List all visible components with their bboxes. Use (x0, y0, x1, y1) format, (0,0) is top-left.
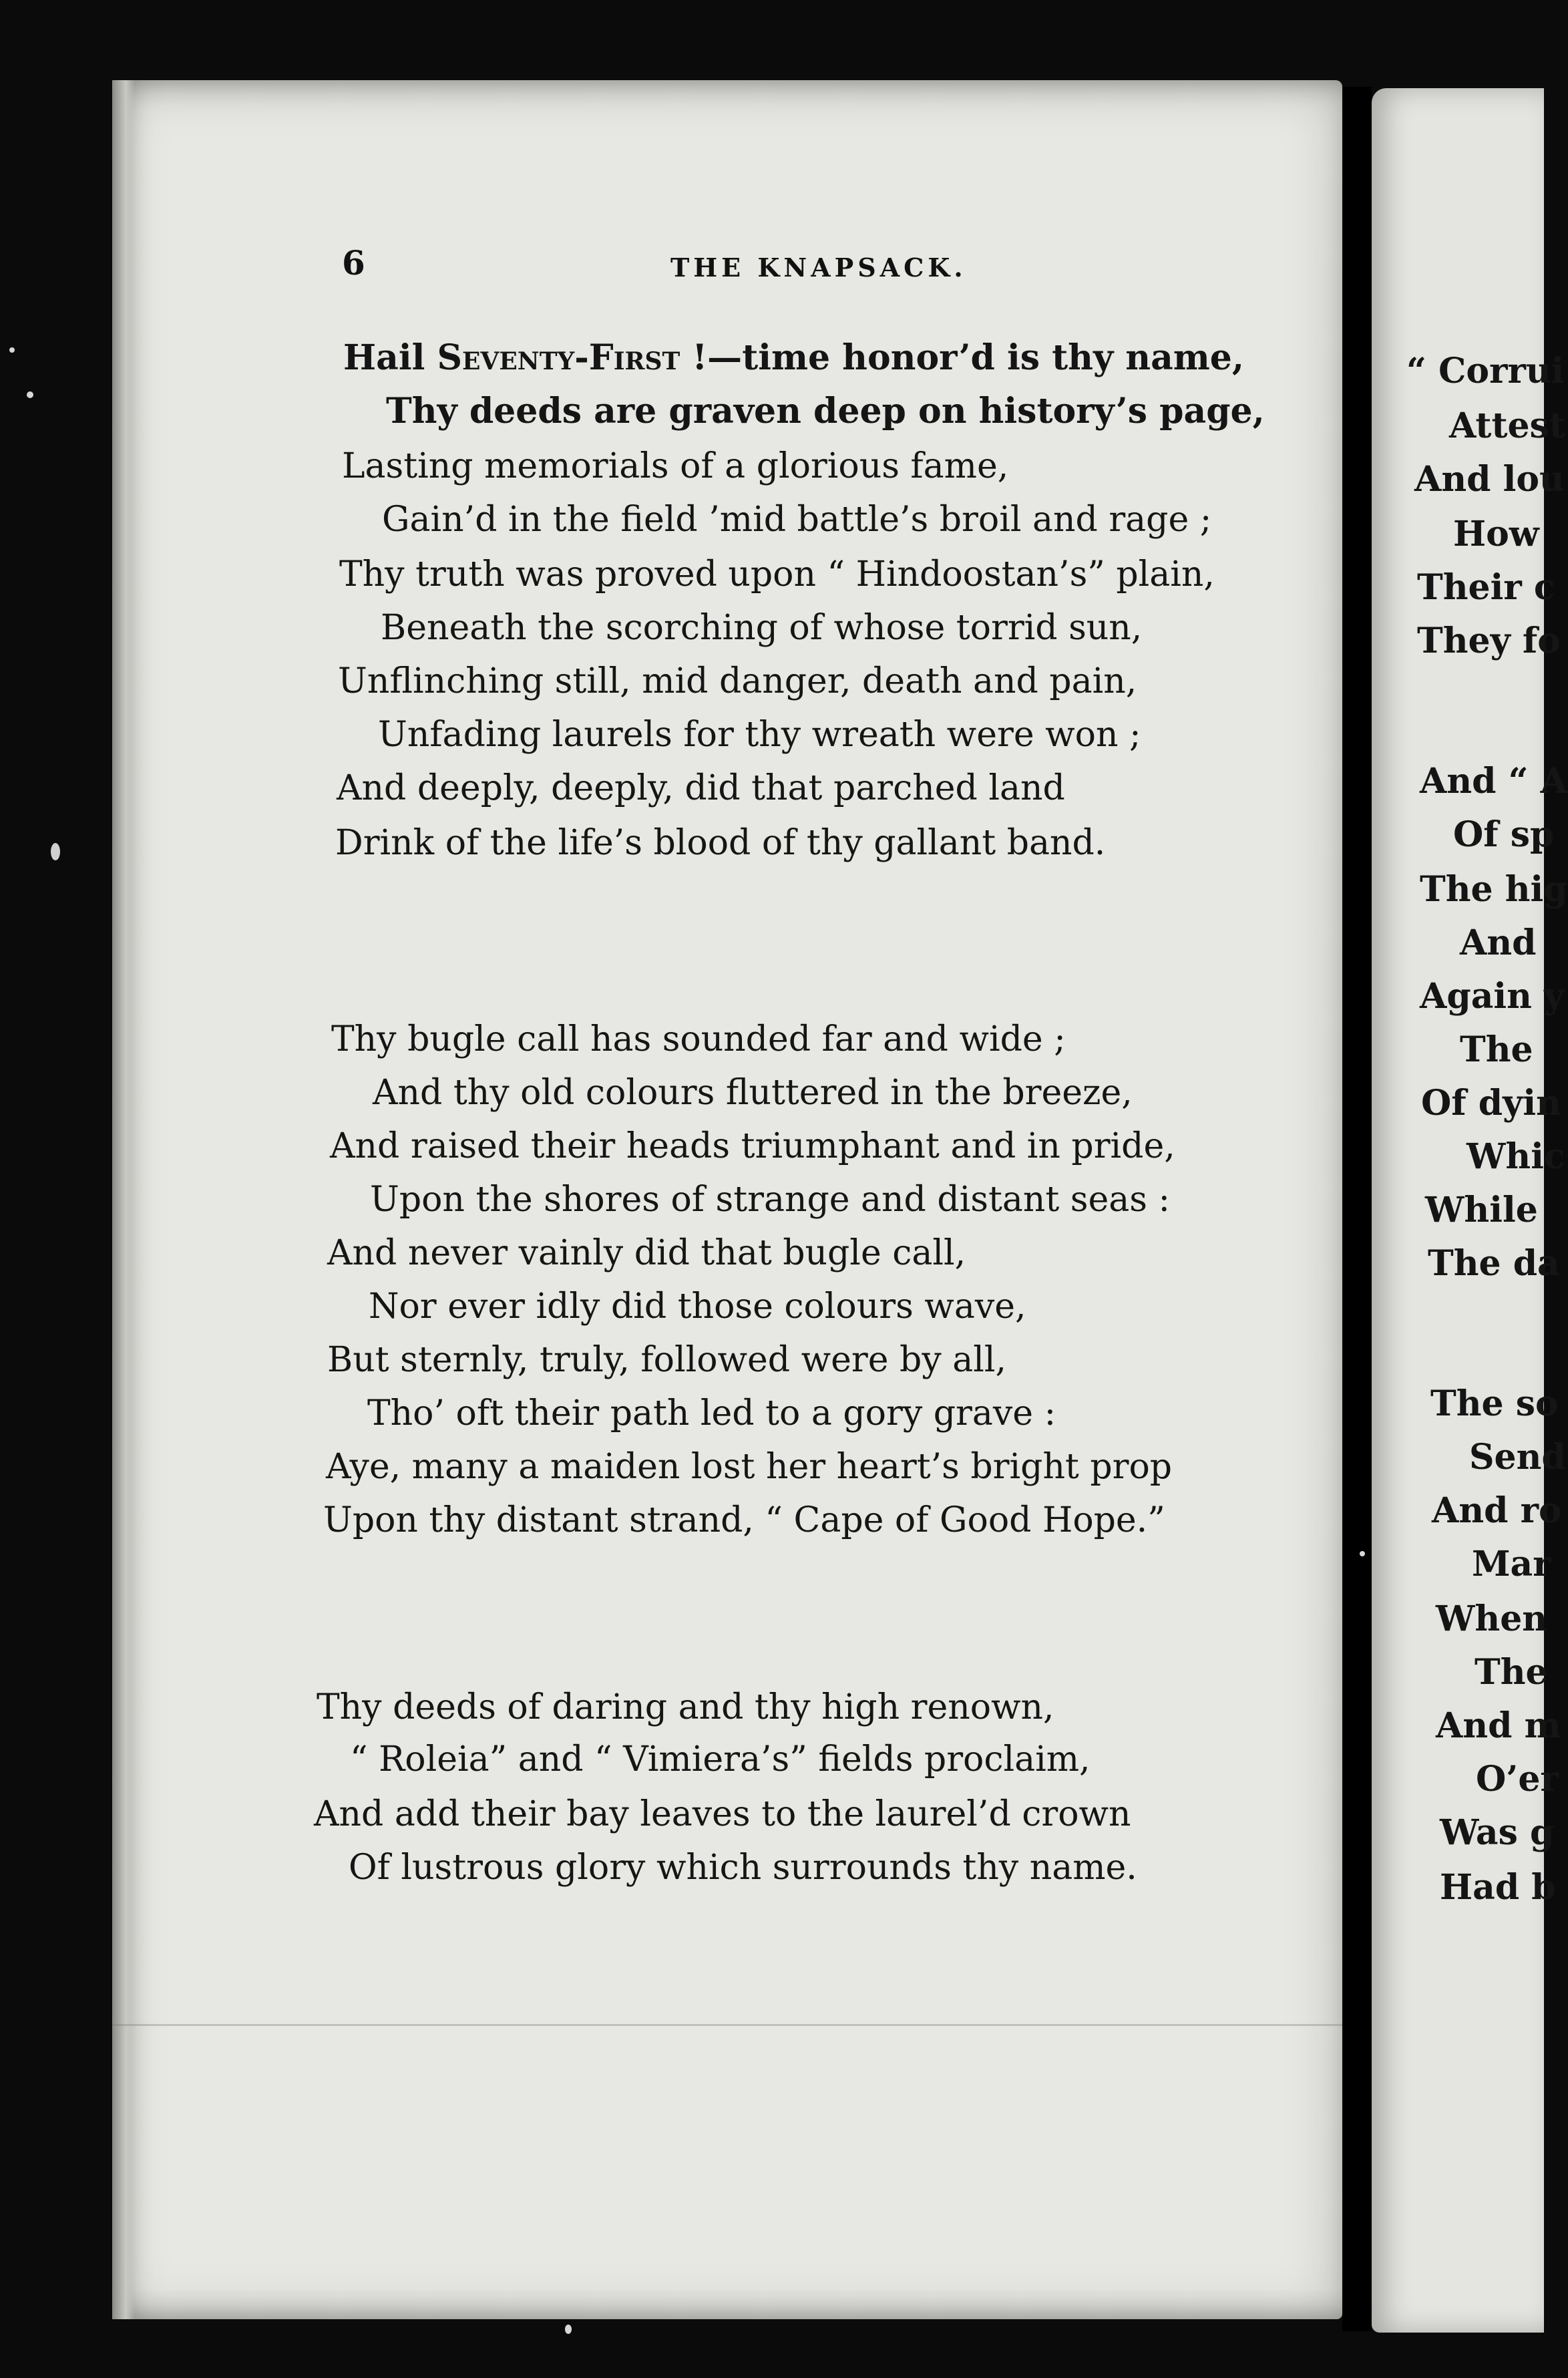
right-page-fragment: When (1436, 1598, 1548, 1639)
right-page-fragment: Again y (1420, 976, 1565, 1017)
right-page-fragment: They fo (1417, 621, 1561, 661)
dust-speck (9, 347, 15, 353)
poem-line: And never vainly did that bugle call, (327, 1233, 966, 1273)
right-page-fragment: Whic (1466, 1136, 1565, 1177)
right-page-fragment: The hig (1420, 869, 1568, 910)
poem-line: Thy deeds are graven deep on history’s page, (386, 391, 1265, 432)
right-page-fragment: The (1475, 1652, 1548, 1693)
right-page-fragment: The (1460, 1029, 1533, 1070)
poem-line: Gain’d in the field ’mid battle’s broil and rage ; (382, 500, 1212, 540)
poem-line: Thy bugle call has sounded far and wide ; (331, 1019, 1066, 1059)
right-page-fragment: And m (1436, 1705, 1561, 1746)
poem-line: Of lustrous glory which surrounds thy name. (349, 1848, 1137, 1888)
right-page-fragment: Of dyin (1421, 1083, 1561, 1124)
right-page-fragment: Mar (1472, 1544, 1551, 1584)
poem-line: Unfading laurels for thy wreath were won ; (378, 715, 1141, 755)
poem-line: Tho’ oft their path led to a gory grave : (367, 1393, 1056, 1433)
poem-line: Aye, many a maiden lost her heart’s bright prop (326, 1447, 1173, 1487)
poem-line: And add their bay leaves to the laurel’d crown (314, 1794, 1131, 1834)
poem-line: Drink of the life’s blood of thy gallant band. (335, 823, 1106, 863)
poem-line: Beneath the scorching of whose torrid sun, (381, 608, 1143, 648)
poem-line: Upon the shores of strange and distant seas : (370, 1180, 1170, 1220)
page-edge-shadow (112, 80, 135, 2319)
right-page-fragment: How (1453, 514, 1539, 554)
poem-line: Lasting memorials of a glorious fame, (342, 446, 1009, 486)
right-page-fragment: Their c (1417, 567, 1555, 608)
book-gutter (1342, 87, 1372, 2331)
dust-speck (51, 843, 60, 860)
first-line-rest: !—time honor’d is thy name, (680, 337, 1244, 378)
running-head: THE KNAPSACK. (670, 252, 967, 283)
dust-speck (1360, 1551, 1365, 1556)
right-page-fragment: Of sp (1453, 814, 1555, 855)
right-page-fragment: And ro (1432, 1490, 1562, 1531)
right-page-fragment: Attest (1449, 405, 1565, 446)
poem-line: And raised their heads triumphant and in pride, (330, 1126, 1175, 1166)
right-page-fragment: O’er (1476, 1759, 1559, 1800)
right-page-fragment: The so (1430, 1383, 1559, 1424)
poem-line: Thy deeds of daring and thy high renown, (317, 1687, 1054, 1727)
right-page-fragment: Send (1469, 1437, 1566, 1478)
right-page-fragment: The da (1428, 1243, 1560, 1284)
poem-line: Unflinching still, mid danger, death and pain, (338, 661, 1137, 701)
right-page-fragment: While (1425, 1190, 1538, 1230)
dust-speck (565, 2325, 572, 2334)
poem-line: Thy truth was proved upon “ Hindoostan’s” plain, (339, 554, 1215, 594)
right-page-fragment: Was g (1440, 1812, 1555, 1853)
first-line-smallcaps: Seventy-First (437, 337, 680, 378)
poem-line: Upon thy distant strand, “ Cape of Good Hope.” (323, 1500, 1165, 1540)
poem-line: But sternly, truly, followed were by all, (327, 1340, 1007, 1380)
poem-line: And thy old colours fluttered in the breeze, (373, 1073, 1133, 1113)
right-page-fragment: And (1460, 922, 1537, 963)
right-page-fragment: And lou (1414, 459, 1565, 500)
poem-line: And deeply, deeply, did that parched land (337, 768, 1065, 808)
first-line-prefix: Hail (343, 337, 437, 378)
poem-line: “ Roleia” and “ Vimiera’s” fields proclaim, (350, 1739, 1091, 1779)
right-page-fragment: Had b (1440, 1867, 1556, 1908)
right-page-fragment: And “ A (1420, 761, 1567, 802)
poem-line (343, 337, 1244, 378)
poem-line: Nor ever idly did those colours wave, (369, 1287, 1026, 1327)
scan-artifact-line (112, 2024, 1342, 2026)
right-page-fragment: “ Corrui (1406, 351, 1565, 391)
dust-speck (27, 391, 33, 398)
page-number: 6 (342, 243, 365, 283)
